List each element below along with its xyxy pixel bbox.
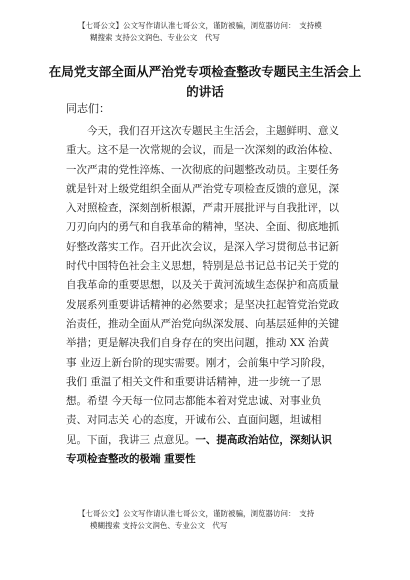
body-line: 就是针对上级党组织全面从严治党专项检查反馈的意见，深 bbox=[66, 182, 339, 195]
page-header bbox=[78, 20, 398, 44]
body-line: 自我革命的重要思想，以及关于黄河流域生态保护和高质量 bbox=[66, 279, 339, 292]
body-line-mixed bbox=[66, 431, 348, 450]
body-line: 想。希望 今天每一位同志都能本着对党忠诚、对事业负 bbox=[66, 395, 322, 408]
body-line: 治责任，推动全面从严治党向纵深发展、向基层延伸的关键 bbox=[66, 317, 339, 330]
title-line-2: 的讲话 bbox=[186, 84, 224, 99]
body-line: 入对照检查，深刻剖析根源，严肃开展批评与自我批评，以 bbox=[66, 202, 339, 215]
body-line: 责、对同志关 心的态度，开诚布公、直面问题，坦诚相 bbox=[66, 414, 322, 427]
body-plain-text: 见。下面，我讲三 点意见。 bbox=[66, 433, 196, 446]
header-line-1: 【七哥公文】公文写作请认准七哥公文，谨防被骗，浏览器访问： 支持模 bbox=[78, 21, 322, 30]
body-line: 举措；更是解决我们自身存在的突出问题，推动 XX 治黄 bbox=[66, 337, 330, 350]
body-line: 我们 重温了相关文件和重要讲话精神，进一步统一了思 bbox=[66, 375, 322, 388]
section-heading-start: 一、提高政治站位，深刻认识 bbox=[195, 433, 332, 446]
body-line: 一次严肃的党性淬炼、一次彻底的问题整改动员。主要任务 bbox=[66, 163, 339, 176]
body-line: 今天，我们召开这次专题民主生活会，主题鲜明、意义 bbox=[87, 125, 339, 137]
body-line: 事 业迈上新台阶的现实需要。刚才，会前集中学习阶段， bbox=[66, 356, 332, 369]
title-line-1: 在局党支部全面从严治党专项检查整改专题民主生活会上 bbox=[48, 64, 362, 79]
body-line: 时代中国特色社会主义思想，特别是总书记总书记关于党的 bbox=[66, 260, 339, 273]
body-text bbox=[66, 122, 348, 469]
section-heading-end: 专项检查整改的极端 重要性 bbox=[66, 453, 196, 466]
body-line: 重大。这不是一次常规的会议，而是一次深刻的政治体检、 bbox=[66, 144, 339, 157]
body-line: 发展系列重要讲话精神的必然要求；是坚决扛起管党治党政 bbox=[66, 298, 339, 311]
footer-line-2: 模糊搜索 支持公文润色、专业公文 代写 bbox=[90, 521, 228, 530]
page-footer bbox=[78, 508, 398, 532]
salutation: 同志们： bbox=[66, 102, 110, 115]
body-line: 好整改落实工作。召开此次会议，是深入学习贯彻总书记新 bbox=[66, 240, 339, 253]
body-line: 刀刃向内的勇气和自我革命的精神，坚决、全面、彻底地抓 bbox=[66, 221, 339, 234]
footer-line-1: 【七哥公文】公文写作请认准七哥公文，谨防被骗，浏览器访问： 支持 bbox=[78, 509, 315, 518]
header-line-2: 糊搜索 支持公文润色、专业公文 代写 bbox=[90, 33, 220, 42]
document-title bbox=[40, 62, 370, 102]
